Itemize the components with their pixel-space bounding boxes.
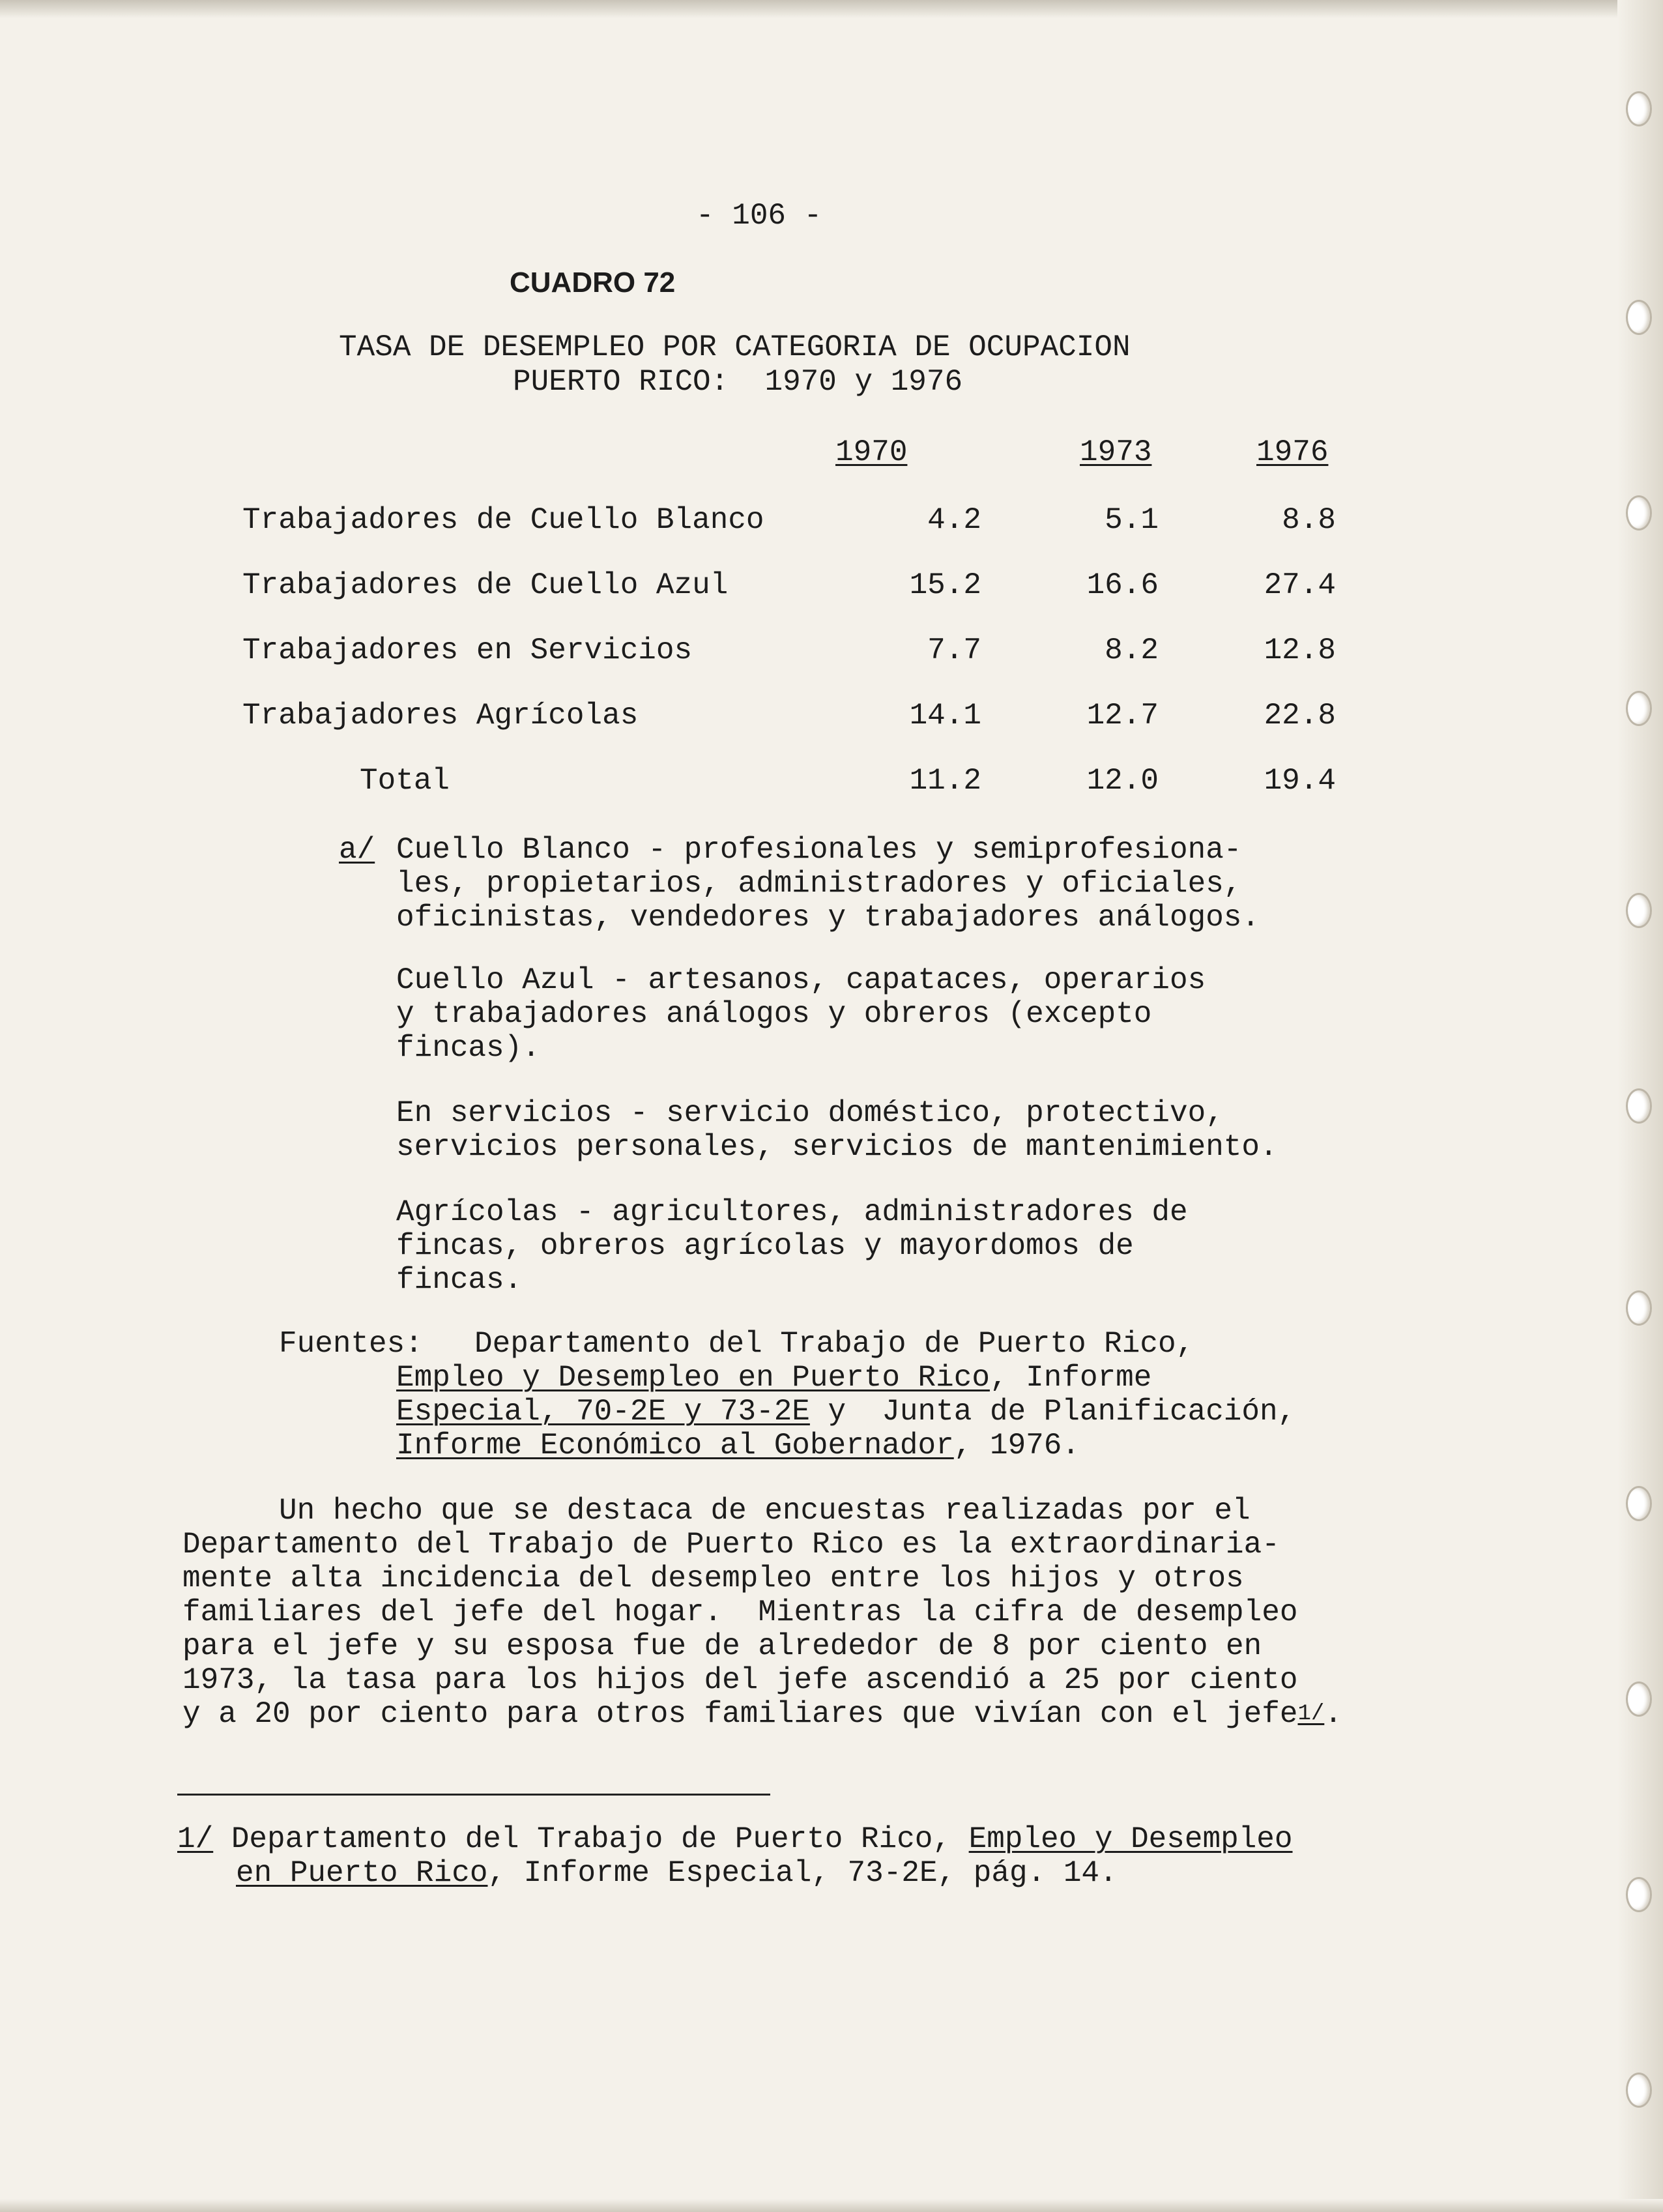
total-cell: 11.2 — [909, 764, 981, 798]
binder-hole — [1626, 893, 1652, 928]
table-cell: 12.7 — [1086, 699, 1159, 733]
binder-hole — [1626, 91, 1652, 126]
binder-hole — [1626, 691, 1652, 726]
table-cell: 15.2 — [909, 568, 981, 602]
note-line: En servicios - servicio doméstico, protectivo, — [396, 1096, 1224, 1130]
column-header-1970: 1970 — [835, 435, 908, 469]
paragraph-line: familiares del jefe del hogar. Mientras la cifra de desempleo — [182, 1595, 1298, 1629]
binder-hole — [1626, 1290, 1652, 1326]
note-line: fincas). — [396, 1031, 540, 1065]
sources-title: Especial, 70-2E y 73-2E — [396, 1395, 810, 1429]
table-cell: 27.4 — [1264, 568, 1336, 602]
table-subtitle: PUERTO RICO: 1970 y 1976 — [513, 365, 963, 399]
sources-title: Empleo y Desempleo en Puerto Rico — [396, 1361, 990, 1395]
binder-hole — [1626, 1681, 1652, 1717]
table-cell: 5.1 — [1105, 503, 1159, 537]
binder-hole — [1626, 1088, 1652, 1124]
footnote-title: en Puerto Rico — [236, 1856, 488, 1890]
note-line: servicios personales, servicios de mantenimiento. — [396, 1130, 1278, 1164]
paragraph-line: y a 20 por ciento para otros familiares que vivían con el jefe$^{1/}$. — [182, 1697, 1342, 1731]
paragraph-line: Departamento del Trabajo de Puerto Rico es la extraordinaria- — [182, 1528, 1280, 1562]
sources-label: Fuentes: — [279, 1327, 423, 1361]
page-number: - 106 - — [696, 199, 822, 233]
paragraph-line: Un hecho que se destaca de encuestas realizadas por el — [279, 1494, 1251, 1528]
footnote-reference: 1/ — [1297, 1702, 1325, 1726]
sources-line: Informe Económico al Gobernador, 1976. — [396, 1429, 1080, 1463]
note-line: fincas, obreros agrícolas y mayordomos de — [396, 1229, 1134, 1263]
note-line: y trabajadores análogos y obreros (excepto — [396, 997, 1152, 1031]
binder-hole — [1626, 300, 1652, 335]
note-line: Cuello Blanco - profesionales y semiprofesiona- — [396, 833, 1242, 867]
paragraph-line: para el jefe y su esposa fue de alrededor de 8 por ciento en — [182, 1629, 1262, 1663]
table-cell: 16.6 — [1086, 568, 1159, 602]
row-label: Trabajadores de Cuello Azul — [242, 568, 729, 602]
table-cell: 22.8 — [1264, 699, 1336, 733]
row-label: Trabajadores de Cuello Blanco — [242, 503, 764, 537]
paragraph-line: 1973, la tasa para los hijos del jefe ascendió a 25 por ciento — [182, 1663, 1298, 1697]
table-title: TASA DE DESEMPLEO POR CATEGORIA DE OCUPACION — [339, 330, 1131, 364]
paragraph-line: mente alta incidencia del desempleo entre los hijos y otros — [182, 1562, 1244, 1595]
sources-line: Departamento del Trabajo de Puerto Rico, — [474, 1327, 1194, 1361]
binder-hole — [1626, 1486, 1652, 1521]
table-cell: 7.7 — [927, 633, 981, 667]
page-bottom-edge — [0, 2199, 1663, 2212]
footnote-divider — [177, 1794, 770, 1796]
row-label: Trabajadores en Servicios — [242, 633, 693, 667]
binder-hole — [1626, 495, 1652, 531]
table-cell: 4.2 — [927, 503, 981, 537]
total-cell: 12.0 — [1086, 764, 1159, 798]
footnote-line: en Puerto Rico, Informe Especial, 73-2E, pág. 14. — [236, 1856, 1118, 1890]
column-header-1973: 1973 — [1080, 435, 1152, 469]
sources-line: Empleo y Desempleo en Puerto Rico, Informe — [396, 1361, 1152, 1395]
table-cell: 12.8 — [1264, 633, 1336, 667]
footnote-marker: 1/ — [177, 1822, 214, 1856]
column-header-1976: 1976 — [1256, 435, 1329, 469]
total-cell: 19.4 — [1264, 764, 1336, 798]
table-cell: 8.2 — [1105, 633, 1159, 667]
note-line: Agrícolas - agricultores, administradores de — [396, 1195, 1188, 1229]
footnote-title: Empleo y Desempleo — [968, 1822, 1293, 1856]
note-line: oficinistas, vendedores y trabajadores análogos. — [396, 901, 1260, 935]
sources-title: Informe Económico al Gobernador — [396, 1429, 954, 1463]
row-label: Trabajadores Agrícolas — [242, 699, 639, 733]
note-line: les, propietarios, administradores y oficiales, — [396, 867, 1242, 901]
total-label: Total — [360, 764, 450, 798]
footnote-line: 1/ Departamento del Trabajo de Puerto Rico, Empleo y Desempleo — [177, 1822, 1293, 1856]
table-cell: 14.1 — [909, 699, 981, 733]
binder-hole — [1626, 1877, 1652, 1912]
table-number: CUADRO 72 — [510, 267, 676, 298]
page-top-edge — [0, 0, 1663, 18]
note-line: Cuello Azul - artesanos, capataces, operarios — [396, 963, 1206, 997]
table-cell: 8.8 — [1282, 503, 1336, 537]
binder-hole — [1626, 2073, 1652, 2108]
note-marker: a/ — [339, 833, 375, 867]
note-line: fincas. — [396, 1263, 523, 1297]
sources-line: Especial, 70-2E y 73-2E y Junta de Planificación, — [396, 1395, 1296, 1429]
